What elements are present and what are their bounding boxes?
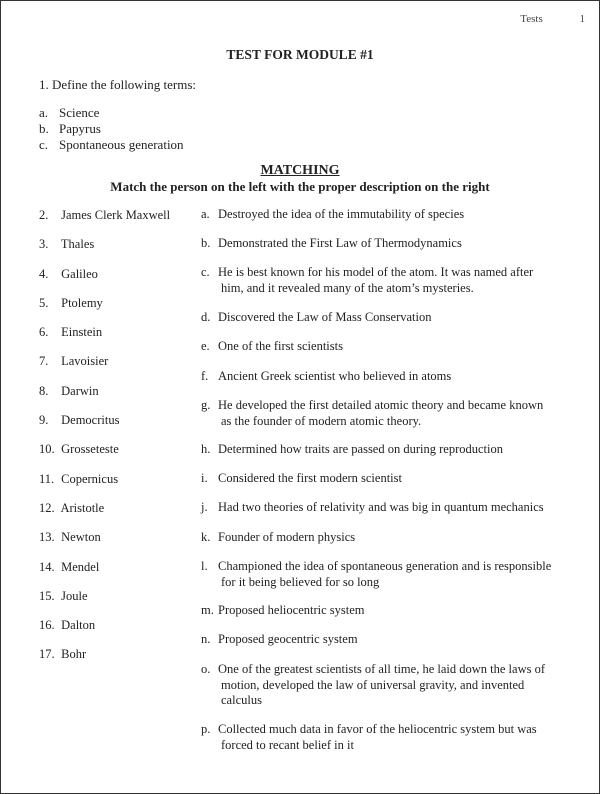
- person-number: 13.: [39, 530, 55, 545]
- description-letter: d.: [201, 310, 211, 324]
- description-item: [201, 662, 561, 709]
- description-item: [201, 265, 561, 296]
- person-item: [39, 559, 170, 588]
- description-text: Demonstrated the First Law of Thermodynamics: [218, 236, 462, 250]
- term-letter: c.: [39, 137, 49, 152]
- person-item: [39, 471, 170, 500]
- term-item: [39, 105, 184, 121]
- person-number: 16.: [39, 618, 55, 633]
- matching-instruction: Match the person on the left with the proper description on the right: [110, 179, 490, 194]
- description-item: [201, 632, 561, 648]
- page-header: [520, 13, 585, 25]
- person-number: 6.: [39, 325, 49, 340]
- description-letter: k.: [201, 530, 211, 544]
- description-text: Proposed geocentric system: [218, 632, 358, 646]
- person-number: 8.: [39, 383, 49, 398]
- person-number: 11.: [39, 471, 55, 486]
- person-name: Dalton: [61, 618, 96, 633]
- person-item: [39, 383, 170, 412]
- description-item: [201, 236, 561, 252]
- description-text: He developed the first detailed atomic theory and became known as the founder of modern atomic theory.: [218, 398, 544, 428]
- description-item: [201, 722, 561, 753]
- person-item: [39, 412, 170, 441]
- description-text: One of the greatest scientists of all time, he laid down the laws of motion, developed the law of universal gravity, and invented calculus: [218, 662, 545, 707]
- person-name: Thales: [60, 237, 95, 252]
- person-item: [39, 353, 170, 382]
- person-number: 4.: [39, 266, 49, 281]
- description-letter: o.: [201, 662, 211, 676]
- description-letter: g.: [201, 398, 211, 412]
- description-text: Championed the idea of spontaneous generation and is responsible for it being believed for so long: [218, 559, 552, 589]
- description-letter: h.: [201, 442, 211, 456]
- page-number: 1: [579, 13, 585, 25]
- description-text: Founder of modern physics: [218, 530, 356, 544]
- description-letter: m.: [201, 603, 214, 617]
- person-name: Galileo: [61, 266, 98, 281]
- term-letter: a.: [39, 105, 49, 120]
- person-item: [39, 617, 170, 646]
- person-name: Joule: [61, 588, 88, 603]
- person-number: 3.: [39, 237, 49, 252]
- person-name: Mendel: [61, 559, 100, 574]
- term-text: Papyrus: [59, 121, 101, 136]
- person-number: 17.: [39, 647, 55, 662]
- description-item: [201, 500, 561, 516]
- person-name: James Clerk Maxwell: [61, 208, 171, 222]
- test-title: TEST FOR MODULE #1: [226, 47, 374, 62]
- person-name: Copernicus: [61, 471, 119, 486]
- person-item: [39, 266, 170, 295]
- person-name: Aristotle: [60, 500, 105, 515]
- person-name: Ptolemy: [61, 295, 103, 310]
- person-number: 9.: [39, 413, 49, 428]
- description-text: Considered the first modern scientist: [218, 471, 402, 485]
- person-item: [39, 588, 170, 617]
- description-letter: n.: [201, 632, 211, 646]
- term-text: Spontaneous generation: [59, 137, 184, 152]
- person-item: [39, 324, 170, 353]
- description-text: Collected much data in favor of the heliocentric system but was forced to recant belief in it: [218, 722, 537, 752]
- person-item: [39, 529, 170, 558]
- term-text: Science: [59, 105, 100, 120]
- person-number: 5.: [39, 295, 49, 310]
- person-name: Einstein: [61, 325, 103, 340]
- question-1: 1. Define the following terms:: [39, 77, 197, 92]
- description-text: One of the first scientists: [218, 339, 343, 353]
- term-letter: b.: [39, 121, 49, 136]
- person-name: Bohr: [61, 647, 87, 662]
- description-text: He is best known for his model of the atom. It was named after him, and it revealed many of the atom’s mysteries.: [218, 265, 534, 295]
- description-letter: f.: [201, 369, 209, 383]
- description-letter: p.: [201, 722, 211, 736]
- person-item: [39, 295, 170, 324]
- description-item: [201, 207, 561, 223]
- term-item: [39, 137, 184, 153]
- description-text: Destroyed the idea of the immutability of species: [218, 207, 465, 221]
- person-number: 2.: [39, 208, 49, 222]
- description-item: [201, 339, 561, 355]
- description-text: Discovered the Law of Mass Conservation: [218, 310, 432, 324]
- description-letter: c.: [201, 265, 210, 279]
- person-number: 12.: [39, 500, 55, 515]
- description-item: [201, 530, 561, 546]
- description-text: Determined how traits are passed on during reproduction: [218, 442, 503, 456]
- description-text: Ancient Greek scientist who believed in atoms: [218, 369, 452, 383]
- description-item: [201, 369, 561, 385]
- terms-list: [39, 105, 184, 153]
- description-text: Proposed heliocentric system: [218, 603, 365, 617]
- description-item: [201, 603, 561, 619]
- person-item: [39, 207, 170, 236]
- description-letter: i.: [201, 471, 208, 485]
- description-letter: a.: [201, 207, 210, 221]
- description-letter: l.: [201, 559, 208, 573]
- people-list: [39, 207, 170, 676]
- person-name: Democritus: [61, 413, 120, 428]
- person-item: [39, 646, 170, 675]
- description-item: [201, 310, 561, 326]
- person-name: Darwin: [61, 383, 99, 398]
- description-item: [201, 398, 561, 429]
- person-number: 15.: [39, 588, 55, 603]
- person-item: [39, 441, 170, 470]
- description-letter: e.: [201, 339, 210, 353]
- matching-title: MATCHING: [260, 163, 340, 178]
- term-item: [39, 121, 184, 137]
- description-item: [201, 442, 561, 458]
- person-number: 10.: [39, 442, 55, 457]
- person-name: Grosseteste: [61, 442, 119, 457]
- header-label: Tests: [520, 13, 543, 25]
- description-item: [201, 559, 561, 590]
- person-name: Lavoisier: [61, 354, 109, 369]
- person-name: Newton: [61, 530, 101, 545]
- person-number: 7.: [39, 354, 49, 369]
- person-item: [39, 236, 170, 265]
- description-item: [201, 471, 561, 487]
- description-text: Had two theories of relativity and was big in quantum mechanics: [218, 500, 544, 514]
- description-letter: j.: [201, 500, 208, 514]
- person-number: 14.: [39, 559, 55, 574]
- description-letter: b.: [201, 236, 211, 250]
- person-item: [39, 500, 170, 529]
